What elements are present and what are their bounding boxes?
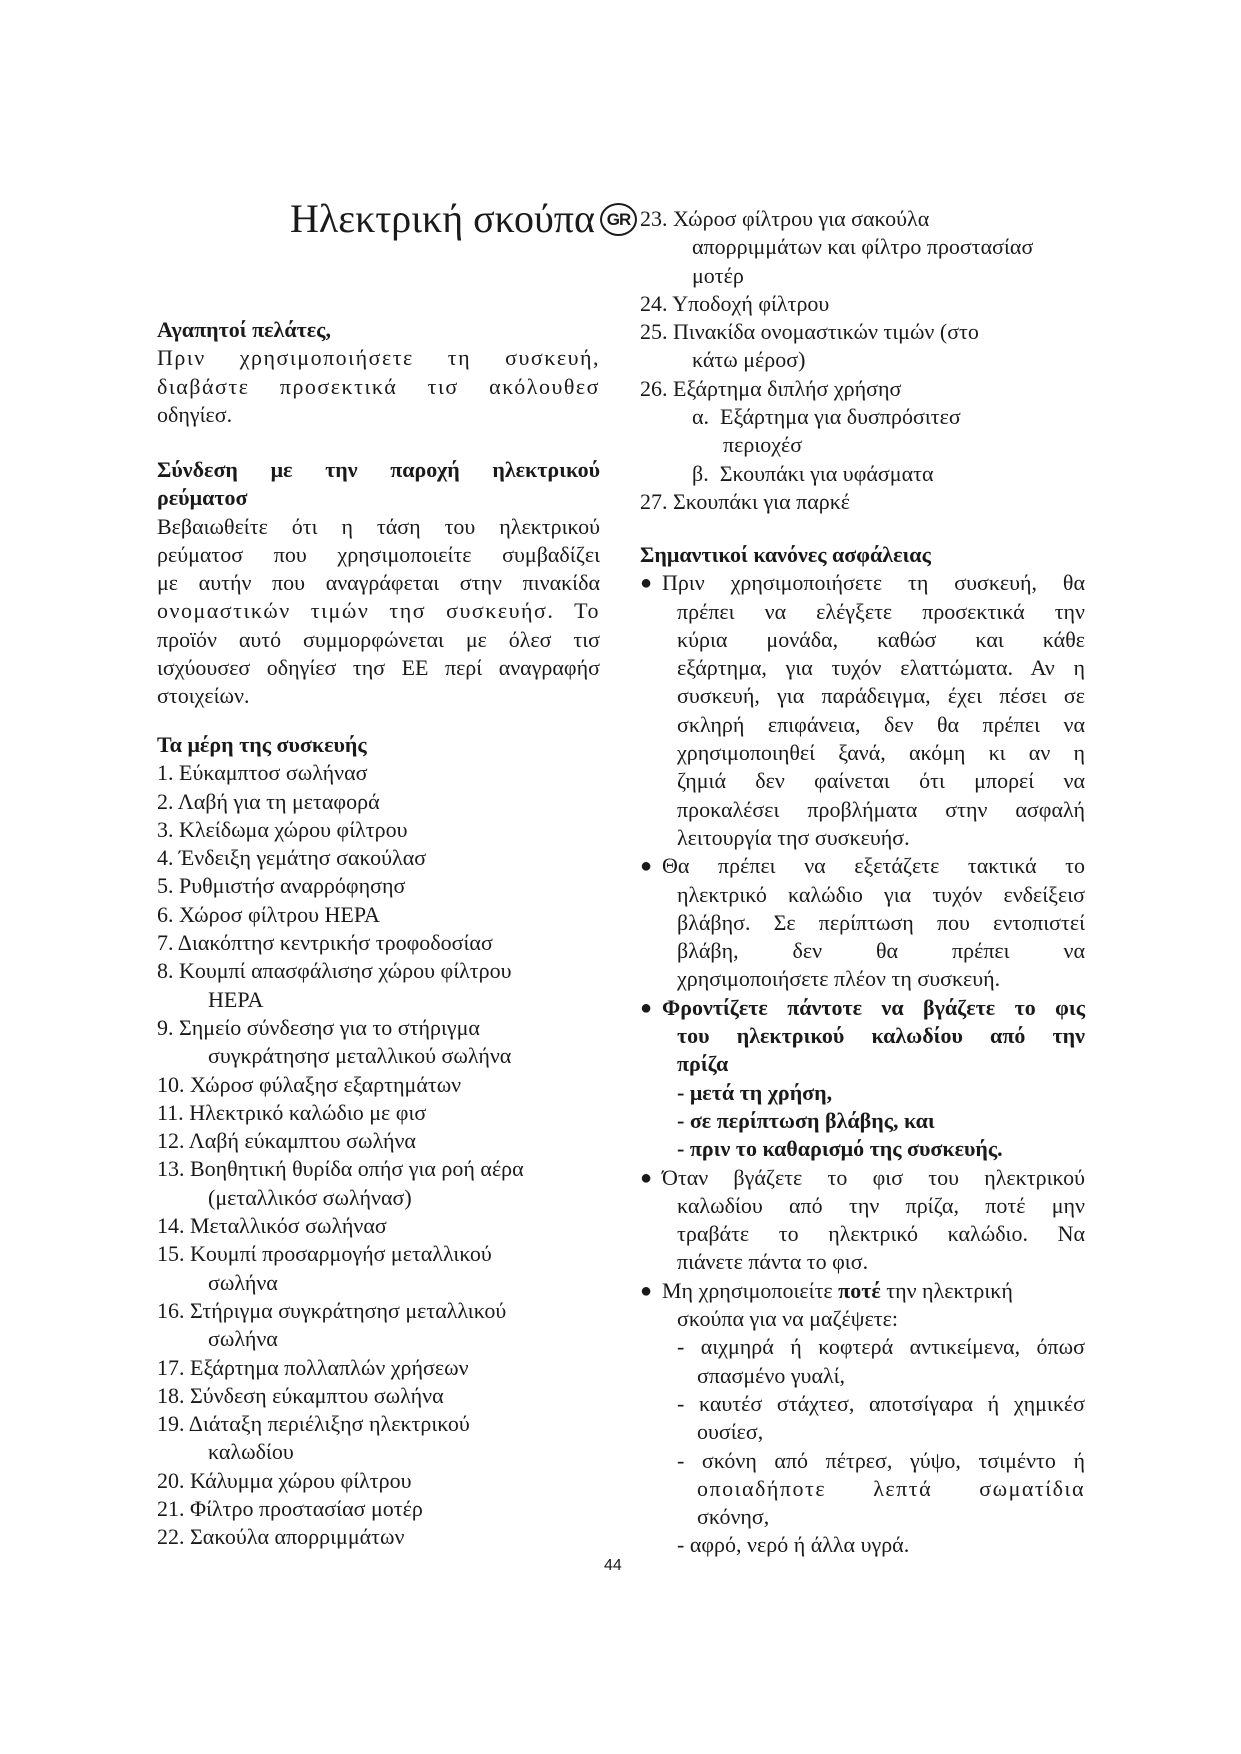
parts-list [640, 205, 1085, 516]
item-label: Εύκαμπτοσ σωλήνασ [179, 760, 368, 786]
list-item [157, 1071, 600, 1099]
bullet-icon: ● [640, 855, 653, 878]
power-section [157, 456, 600, 711]
item-label: Ρυθμιστήσ αναρρόφησησ [179, 873, 406, 899]
item-label: Υποδοχή φίλτρου [672, 290, 830, 316]
item-label: Χώροσ φίλτρου HEPA [179, 901, 380, 927]
dash-text: σε περίπτωση βλάβης, και [689, 1107, 935, 1133]
list-item [157, 1155, 600, 1183]
item-number: 6. [157, 901, 174, 927]
bullet-text: Θα πρέπει να εξετάζετε τακτικά το [662, 853, 1085, 879]
item-label: Κουμπί απασφάλισησ χώρου φίλτρου [179, 958, 512, 984]
item-number: 3. [157, 816, 174, 842]
list-item [157, 788, 600, 816]
bullet-item [640, 1277, 1085, 1305]
bullet-item [640, 852, 1085, 880]
list-item [157, 929, 600, 957]
item-label: Κουμπί προσαρμογήσ μεταλλικού [190, 1241, 492, 1267]
item-label: Εξάρτημα διπλήσ χρήσησ [673, 375, 902, 401]
text-line: ουσίεσ, [697, 1419, 764, 1445]
list-item [157, 872, 600, 900]
section-heading: ρεύματοσ [157, 485, 248, 511]
text-line: βλάβησ. Σε περίπτωση που εντοπιστεί [677, 909, 1085, 935]
list-item [157, 1240, 600, 1268]
item-number: 13. [157, 1156, 185, 1182]
bullet-icon: ● [640, 1279, 653, 1302]
text-line: διαβάστε προσεκτικά τισ ακόλουθεσ [157, 373, 600, 399]
list-item [157, 1523, 600, 1551]
bullet-text: Φροντίζετε πάντοτε να βγάζετε το φις [662, 994, 1085, 1020]
item-label: Λαβή για τη μεταφορά [177, 788, 380, 814]
item-label: Μεταλλικόσ σωλήνασ [190, 1213, 387, 1239]
dash-text: πριν το καθαρισμό της συσκευής. [689, 1136, 1003, 1162]
dash-text: σκόνη από πέτρεσ, γύψο, τσιμέντο ή [701, 1447, 1085, 1473]
item-number: 12. [157, 1128, 185, 1154]
text-line: με αυτήν που αναγράφεται στην πινακίδα [157, 570, 600, 596]
item-number: 7. [157, 930, 174, 956]
dash-text: αφρό, νερό ή άλλα υγρά. [689, 1532, 910, 1558]
text-line: ονομαστικών τιμών τησ συσκευήσ. Το [157, 598, 600, 624]
bullet-item [640, 569, 1085, 597]
item-label: Σακούλα απορριμμάτων [190, 1524, 405, 1550]
item-label: Σημείο σύνδεσησ για το στήριγμα [179, 1014, 480, 1040]
list-item [157, 816, 600, 844]
item-label-continued: HEPA [208, 986, 264, 1012]
item-label-continued: (μεταλλικόσ σωλήνασ) [208, 1184, 412, 1210]
greeting-heading: Αγαπητοί πελάτες, [157, 317, 331, 342]
dash-text: καυτέσ στάχτεσ, αποτσίγαρα ή χημικέσ [699, 1390, 1086, 1416]
language-badge-gr: GR [600, 203, 637, 236]
item-label: Στήριγμα συγκράτησησ μεταλλικού [190, 1297, 507, 1323]
sub-list-item [640, 403, 1085, 431]
item-number: 10. [157, 1071, 185, 1097]
text-line: συσκευή, για παράδειγμα, έχει πέσει σε [677, 683, 1085, 709]
list-item [157, 1297, 600, 1325]
item-number: 9. [157, 1014, 174, 1040]
list-item [157, 1127, 600, 1155]
item-label: Ηλεκτρικό καλώδιο με φισ [189, 1099, 427, 1125]
item-label: Κλείδωμα χώρου φίλτρου [179, 816, 408, 842]
page-number: 44 [604, 1557, 622, 1574]
list-item [640, 488, 1085, 516]
item-number: 2. [157, 788, 174, 814]
section-heading: Σύνδεση με την παροχή ηλεκτρικού [157, 457, 600, 482]
greeting-section [157, 316, 600, 429]
item-label-continued: κάτω μέροσ) [692, 347, 806, 373]
item-number: 4. [157, 845, 174, 871]
item-label: Κάλυμμα χώρου φίλτρου [190, 1467, 412, 1493]
text-line: βλάβη, δεν θα πρέπει να [677, 938, 1085, 964]
dash-item: - πριν το καθαρισμό της συσκευής. [677, 1136, 1003, 1162]
text-line: Πριν χρησιμοποιήσετε τη συσκευή, [157, 345, 600, 371]
item-label-continued: απορριμμάτων και φίλτρο προστασίασ [692, 234, 1034, 260]
item-number: 26. [640, 375, 668, 401]
item-number: 11. [157, 1099, 184, 1125]
text-line: εξάρτημα, για τυχόν ελαττώματα. Αν η [677, 655, 1085, 681]
bullet-item [640, 994, 1085, 1022]
item-number: 15. [157, 1241, 185, 1267]
dash-item: - μετά τη χρήση, [677, 1079, 833, 1105]
text-line: του ηλεκτρικού καλωδίου από την [677, 1023, 1085, 1049]
text-line: κύρια μονάδα, καθώσ και κάθε [677, 626, 1085, 652]
item-label: Εξάρτημα για δυσπρόσιτεσ [720, 404, 961, 430]
list-item [157, 1382, 600, 1410]
text-line: σκόνησ, [697, 1504, 770, 1530]
item-label: Βοηθητική θυρίδα οπήσ για ροή αέρα [190, 1156, 524, 1182]
item-number: 24. [640, 290, 668, 316]
item-number: 8. [157, 958, 174, 984]
item-number: 25. [640, 319, 668, 345]
item-label: Πινακίδα ονομαστικών τιμών (στο [673, 319, 979, 345]
item-label-continued: καλωδίου [208, 1439, 294, 1465]
list-item [157, 957, 600, 985]
list-item [157, 844, 600, 872]
item-number: 23. [640, 206, 668, 231]
dash-item: - αφρό, νερό ή άλλα υγρά. [677, 1532, 910, 1558]
list-item [640, 318, 1085, 346]
dash-item: - σκόνη από πέτρεσ, γύψο, τσιμέντο ή [677, 1447, 1085, 1473]
section-heading: Σημαντικοί κανόνες ασφάλειας [640, 542, 931, 567]
bullet-icon: ● [640, 996, 653, 1019]
list-item [157, 1467, 600, 1495]
text-line: οδηγίεσ. [157, 401, 233, 427]
item-number: 17. [157, 1354, 185, 1380]
item-number: 1. [157, 760, 174, 786]
bullet-icon: ● [640, 1166, 653, 1189]
item-number: 21. [157, 1496, 185, 1522]
text-line: ισχύουσεσ οδηγίεσ τησ ΕΕ περί αναγραφήσ [157, 655, 600, 681]
item-label: Ένδειξη γεμάτησ σακούλασ [179, 845, 427, 871]
item-label: Διακόπτησ κεντρικήσ τροφοδοσίασ [177, 930, 493, 956]
section-heading: Τα μέρη της συσκευής [157, 732, 367, 757]
item-number: 14. [157, 1213, 185, 1239]
text-line: προκαλέσει προβλήματα στην ασφαλή [677, 796, 1085, 822]
text-line: στοιχείων. [157, 683, 250, 709]
text-line: λειτουργία τησ συσκευήσ. [677, 824, 910, 850]
list-item [157, 1014, 600, 1042]
item-number: 27. [640, 488, 668, 514]
item-number: 20. [157, 1467, 185, 1493]
text-line: χρησιμοποιηθεί ξανά, ακόμη κι αν η [677, 740, 1085, 766]
bullet-text: Όταν βγάζετε το φισ του ηλεκτρικού [662, 1164, 1085, 1190]
text-part: την ηλεκτρική [880, 1277, 1013, 1303]
item-label: Χώροσ φίλτρου για σακούλα [673, 206, 930, 231]
list-item [157, 1354, 600, 1382]
list-item [157, 1410, 600, 1438]
item-letter: β. [692, 460, 709, 486]
text-line: τραβάτε το ηλεκτρικό καλώδιο. Να [677, 1221, 1085, 1247]
text-line: πρέπει να ελέγξετε προσεκτικά την [677, 598, 1085, 624]
safety-section [640, 541, 1085, 1560]
item-number: 5. [157, 873, 174, 899]
item-label-continued: σωλήνα [208, 1269, 278, 1295]
item-number: 16. [157, 1297, 185, 1323]
text-line: χρησιμοποιήσετε πλέον τη συσκευή. [677, 966, 1001, 992]
page-title: Ηλεκτρική σκούπα [290, 196, 595, 241]
parts-list-continued [640, 205, 1085, 516]
bullet-icon: ● [640, 572, 653, 595]
bullet-text: Πριν χρησιμοποιήσετε τη συσκευή, θα [662, 570, 1085, 596]
item-label-continued: μοτέρ [692, 262, 744, 288]
item-label: Χώροσ φύλαξησ εξαρτημάτων [190, 1071, 462, 1097]
list-item [157, 1212, 600, 1240]
parts-list [157, 759, 600, 1551]
bullet-item [640, 1164, 1085, 1192]
list-item [157, 1495, 600, 1523]
list-item [157, 759, 600, 787]
list-item [640, 290, 1085, 318]
list-item [157, 901, 600, 929]
item-number: 18. [157, 1382, 185, 1408]
item-letter: α. [692, 404, 710, 430]
item-label: Σκουπάκι για παρκέ [673, 488, 851, 514]
item-label: Εξάρτημα πολλαπλών χρήσεων [190, 1354, 469, 1380]
list-item [157, 1099, 600, 1127]
dash-item: - καυτέσ στάχτεσ, αποτσίγαρα ή χημικέσ [677, 1390, 1086, 1416]
item-label-continued: σωλήνα [208, 1326, 278, 1352]
text-part: ποτέ [838, 1277, 881, 1303]
dash-text: αιχμηρά ή κοφτερά αντικείμενα, όπωσ [700, 1334, 1085, 1360]
text-line: οποιαδήποτε λεπτά σωματίδια [697, 1475, 1085, 1501]
text-line: Βεβαιωθείτε ότι η τάση του ηλεκτρικού [157, 513, 600, 539]
parts-section [157, 731, 600, 1552]
text-line: καλωδίου από την πρίζα, ποτέ μην [677, 1192, 1085, 1218]
dash-item: - σε περίπτωση βλάβης, και [677, 1107, 935, 1133]
item-label-continued: περιοχέσ [723, 432, 803, 458]
dash-text: μετά τη χρήση, [689, 1079, 833, 1105]
text-line: προϊόν αυτό συμμορφώνεται με όλεσ τισ [157, 626, 600, 652]
text-line: σπασμένο γυαλί, [697, 1362, 846, 1388]
text-line: πιάνετε πάντα το φισ. [677, 1249, 869, 1275]
sub-list-item [640, 460, 1085, 488]
list-item [640, 375, 1085, 403]
item-label: Λαβή εύκαμπτου σωλήνα [188, 1128, 416, 1154]
item-label: Σύνδεση εύκαμπτου σωλήνα [190, 1382, 444, 1408]
item-label: Φίλτρο προστασίασ μοτέρ [190, 1496, 423, 1522]
item-number: 22. [157, 1524, 185, 1550]
text-line: ρεύματοσ που χρησιμοποιείτε συμβαδίζει [157, 541, 600, 567]
dash-item: - αιχμηρά ή κοφτερά αντικείμενα, όπωσ [677, 1334, 1085, 1360]
item-number: 19. [157, 1411, 185, 1437]
item-label: Σκουπάκι για υφάσματα [719, 460, 934, 486]
text-part: Μη χρησιμοποιείτε [662, 1277, 839, 1303]
list-item [640, 205, 1085, 233]
text-line: ηλεκτρικό καλώδιο για τυχόν ενδείξεισ [677, 881, 1085, 907]
text-line: σκληρή επιφάνεια, δεν θα πρέπει να [677, 711, 1085, 737]
item-label-continued: συγκράτησησ μεταλλικού σωλήνα [208, 1043, 512, 1069]
text-line: ζημιά δεν φαίνεται ότι μπορεί να [677, 768, 1085, 794]
text-line: σκούπα για να μαζέψετε: [677, 1306, 898, 1332]
text-line: πρίζα [677, 1051, 729, 1077]
safety-list [640, 569, 1085, 1559]
item-label: Διάταξη περιέλιξησ ηλεκτρικού [188, 1411, 470, 1437]
